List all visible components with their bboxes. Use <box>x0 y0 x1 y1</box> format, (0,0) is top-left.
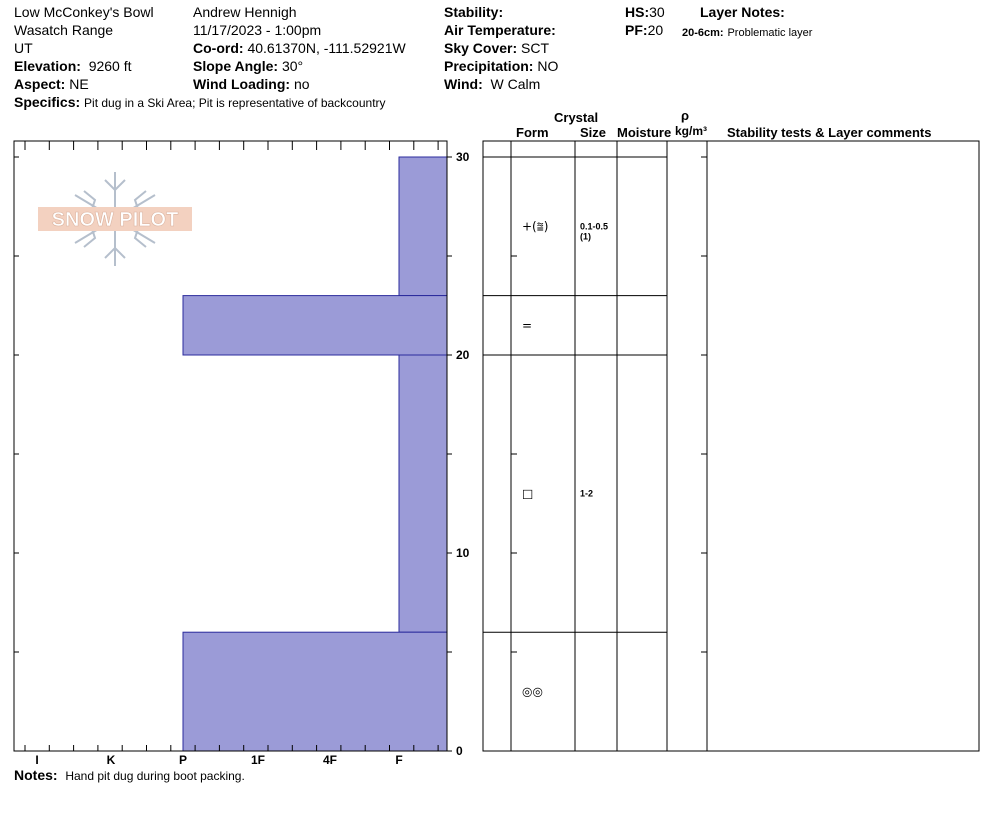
coord-value: 40.61370N, -111.52921W <box>247 40 406 56</box>
elevation-value: 9260 ft <box>88 58 132 74</box>
size-header: Size <box>580 125 607 140</box>
specifics-value: Pit dug in a Ski Area; Pit is representative of backcountry <box>84 96 386 110</box>
wind-label: Wind: <box>444 76 483 92</box>
y-tick-label: 10 <box>456 546 470 560</box>
range: Wasatch Range <box>14 22 114 38</box>
layer-note-text: Problematic layer <box>727 27 813 39</box>
crystal-form-0: +(⩰) <box>522 219 549 234</box>
notes <box>14 767 245 784</box>
aspect-value: NE <box>69 76 89 92</box>
y-tick-label: 30 <box>456 150 470 164</box>
observer: Andrew Hennigh <box>193 4 297 20</box>
hardness-bar-0 <box>399 157 447 296</box>
crystal-size-2: 1-2 <box>580 488 594 499</box>
form-header: Form <box>516 125 549 140</box>
precip-label: Precipitation: <box>444 58 534 74</box>
crystal-size-0: 0.1-0.5 <box>580 221 609 232</box>
crystal-form-2: □ <box>522 486 534 501</box>
hardness-bar-2 <box>399 355 447 632</box>
sky-value: SCT <box>521 40 550 56</box>
wind-loading-label: Wind Loading: <box>193 76 291 92</box>
slope-value: 30° <box>281 58 304 74</box>
crystal-form-1: = <box>522 318 533 333</box>
snowpilot-logo <box>38 172 192 266</box>
specifics-label: Specifics: <box>14 94 81 110</box>
air-temp-label: Air Temperature: <box>444 22 556 38</box>
layer-notes-label: Layer Notes: <box>700 4 785 20</box>
hardness-bar-1 <box>183 296 447 355</box>
aspect-label: Aspect: <box>14 76 66 92</box>
y-tick-label: 20 <box>456 348 470 362</box>
x-tick-label: 4F <box>322 753 338 767</box>
x-tick-label: 1F <box>250 753 266 767</box>
wind-value: W Calm <box>490 76 541 92</box>
x-tick-label: K <box>106 753 116 767</box>
notes-text: Hand pit dug during boot packing. <box>65 769 245 783</box>
location: Low McConkey's Bowl <box>14 4 154 20</box>
crystal-header: Crystal <box>554 110 599 125</box>
layer-note-depth: 20-6cm: <box>682 27 724 39</box>
hardness-bar-3 <box>183 632 447 751</box>
precip-value: NO <box>537 58 559 74</box>
crystal-form-3: ◎◎ <box>522 684 543 699</box>
x-tick-label: F <box>395 753 403 767</box>
sky-label: Sky Cover: <box>444 40 518 56</box>
density-header: kg/m³ <box>675 124 708 138</box>
stability-label: Stability: <box>444 4 504 20</box>
pf-label: PF: <box>625 22 648 38</box>
notes-label: Notes: <box>14 767 58 783</box>
layer-table <box>483 141 979 751</box>
hs-label: HS: <box>625 4 650 20</box>
x-tick-label: P <box>178 753 188 767</box>
comments-header: Stability tests & Layer comments <box>727 125 932 140</box>
logo-text: SNOW PILOT <box>51 209 179 231</box>
pf-value: 20 <box>647 22 664 38</box>
hs-value: 30 <box>649 4 665 20</box>
moisture-header: Moisture <box>617 125 672 140</box>
x-tick-label: I <box>35 753 39 767</box>
elevation-label: Elevation: <box>14 58 81 74</box>
coord-label: Co-ord: <box>193 40 244 56</box>
y-tick-label: 0 <box>456 744 463 758</box>
crystal-size-sub-0: (1) <box>580 231 591 242</box>
state: UT <box>14 40 33 56</box>
rho-header: ρ <box>681 108 690 123</box>
datetime: 11/17/2023 - 1:00pm <box>193 22 322 38</box>
slope-label: Slope Angle: <box>193 58 279 74</box>
wind-loading-value: no <box>293 76 310 92</box>
